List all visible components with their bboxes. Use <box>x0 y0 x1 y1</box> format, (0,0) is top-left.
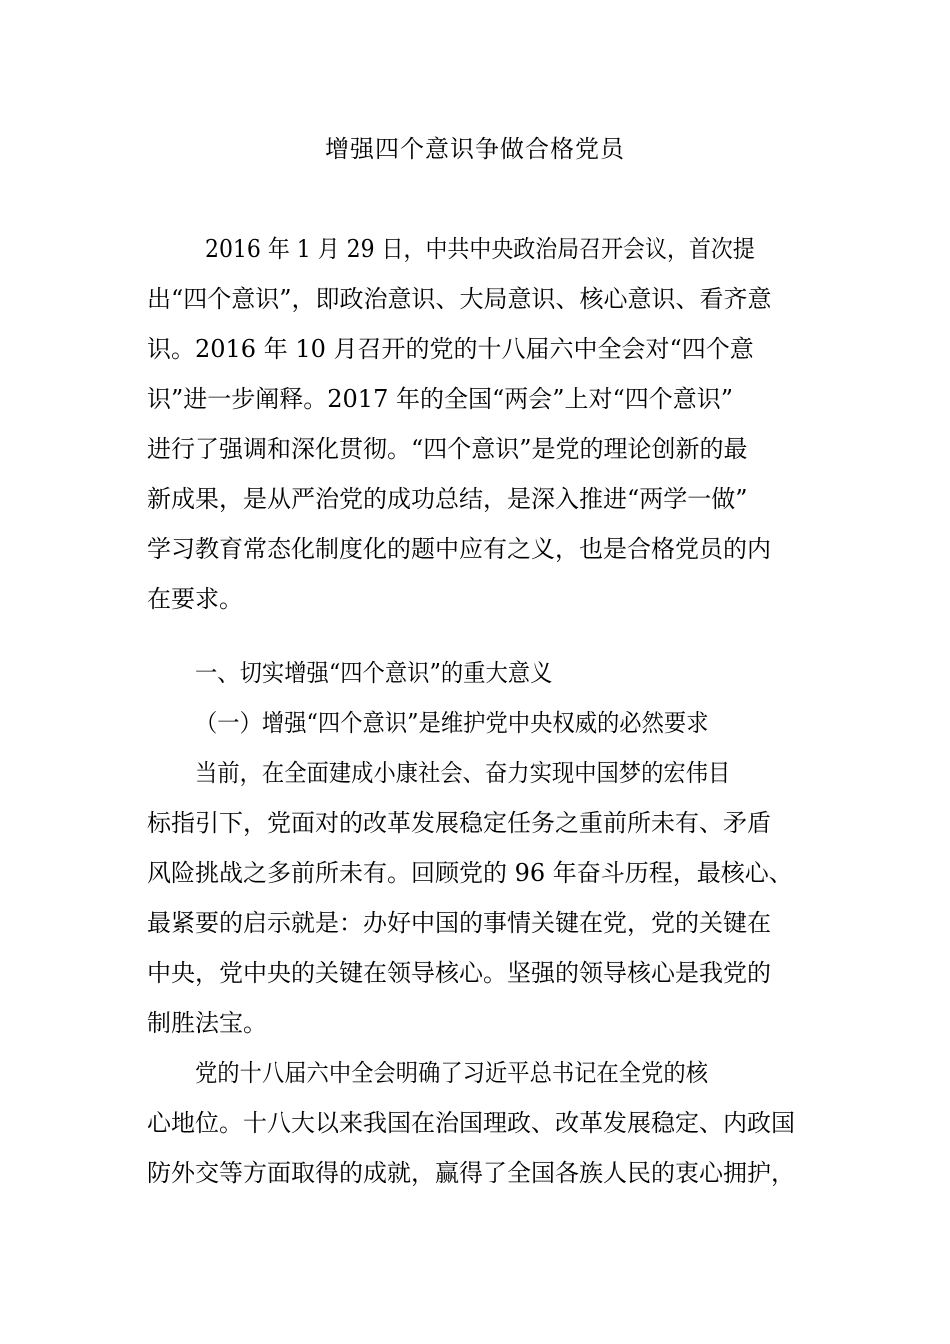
paragraph-line: 识。2016 年 10 月召开的党的十八届六中全会对“四个意 <box>147 335 754 363</box>
paragraph-line: 党的十八届六中全会明确了习近平总书记在全党的核 <box>195 1059 709 1087</box>
paragraph-line: 中央，党中央的关键在领导核心。坚强的领导核心是我党的 <box>147 959 771 987</box>
document-title: 增强四个意识争做合格党员 <box>325 135 625 163</box>
paragraph-line: 在要求。 <box>147 585 243 613</box>
paragraph-line: 当前，在全面建成小康社会、奋力实现中国梦的宏伟目 <box>195 759 731 787</box>
paragraph-line: 风险挑战之多前所未有。回顾党的 96 年奋斗历程，最核心、 <box>147 859 793 887</box>
paragraph-line: 2016 年 1 月 29 日，中共中央政治局召开会议，首次提 <box>205 235 755 263</box>
subsection-heading: （一）增强“四个意识”是维护党中央权威的必然要求 <box>195 709 709 737</box>
paragraph-line: 最紧要的启示就是：办好中国的事情关键在党，党的关键在 <box>147 909 771 937</box>
paragraph-line: 出“四个意识”，即政治意识、大局意识、核心意识、看齐意 <box>147 285 772 313</box>
paragraph-line: 识”进一步阐释。2017 年的全国“两会”上对“四个意识” <box>147 385 734 413</box>
paragraph-line: 标指引下，党面对的改革发展稳定任务之重前所未有、矛盾 <box>147 809 771 837</box>
paragraph-line: 进行了强调和深化贯彻。“四个意识”是党的理论创新的最 <box>147 435 748 463</box>
paragraph-line: 学习教育常态化制度化的题中应有之义，也是合格党员的内 <box>147 535 771 563</box>
section-heading: 一、切实增强“四个意识”的重大意义 <box>195 659 553 687</box>
paragraph-line: 新成果，是从严治党的成功总结，是深入推进“两学一做” <box>147 485 748 513</box>
paragraph-line: 防外交等方面取得的成就，赢得了全国各族人民的衷心拥护， <box>147 1159 795 1187</box>
paragraph-line: 制胜法宝。 <box>147 1009 267 1037</box>
paragraph-line: 心地位。十八大以来我国在治国理政、改革发展稳定、内政国 <box>147 1109 795 1137</box>
